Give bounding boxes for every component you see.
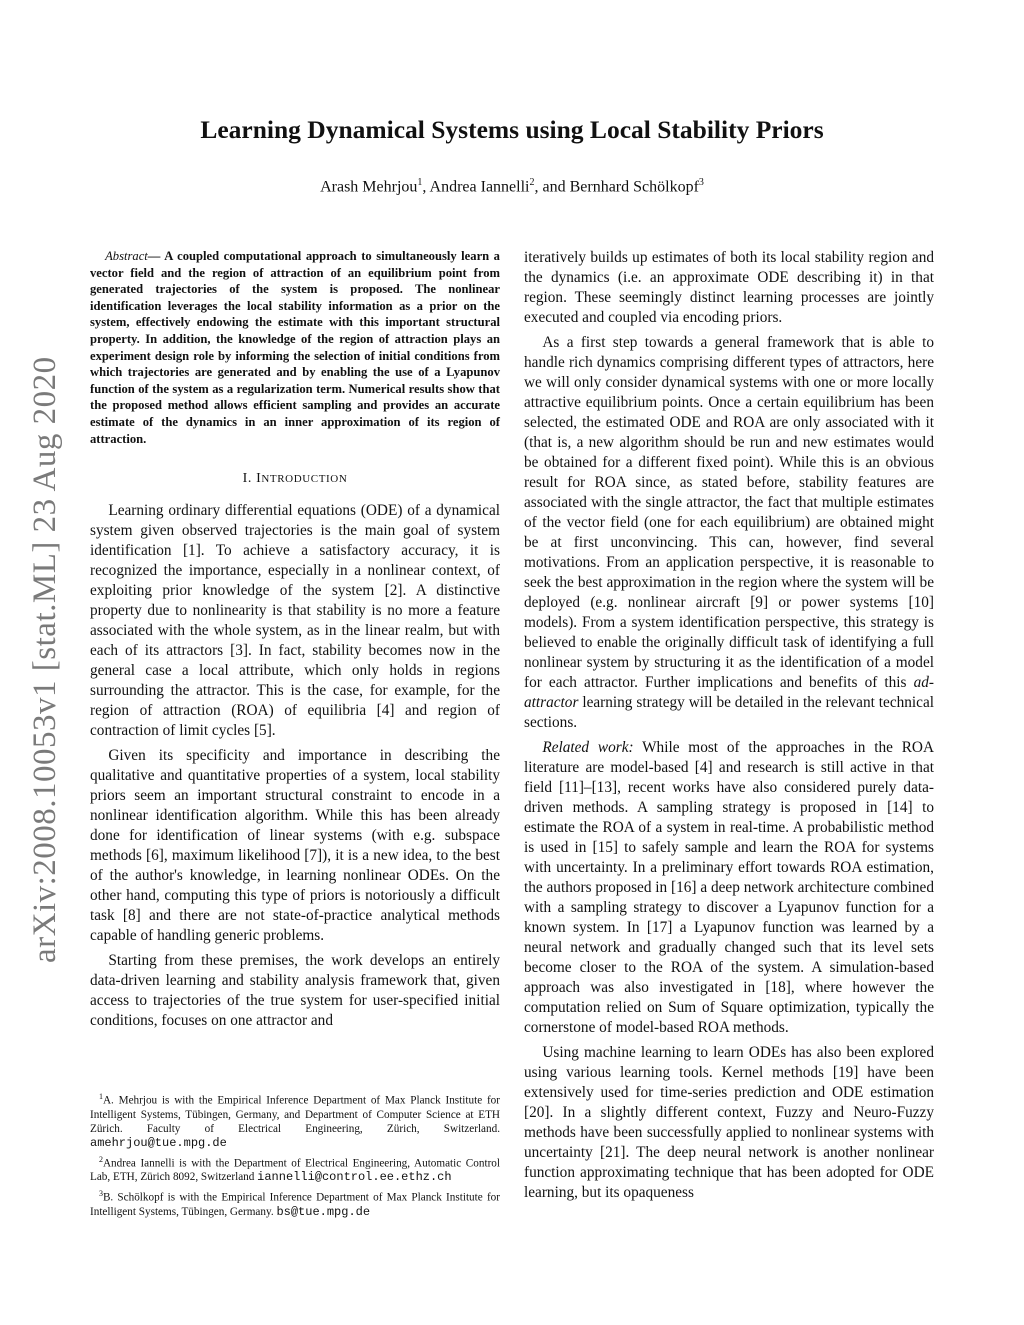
author-mehrjou: Arash Mehrjou — [320, 178, 418, 196]
author-iannelli: Andrea Iannelli — [429, 178, 530, 196]
left-column — [90, 248, 500, 1036]
affiliation-mark-2: 2 — [529, 177, 535, 188]
abstract — [90, 248, 500, 447]
abstract-text: A coupled computational approach to simultaneously learn a vector field and the region of attraction of an equilibrium point from generated trajectories of the system is proposed. The nonlinear identification leverages the local stability information as a prior on the system, effectively endowing the estimate with this important structural property. In addition, the knowledge of the region of attraction plays an experiment design role by informing the selection of initial conditions from which trajectories are generated and by enabling the use of a Lyapunov function of the system as a regularization term. Numerical results show that the proposed method allows efficient sampling and provides an accurate estimate of the dynamics in an inner approximation of its region of attraction. — [90, 249, 500, 446]
author-separator: , — [422, 178, 430, 196]
intro-paragraph-1: Learning ordinary differential equations (ODE) of a dynamical system given observed trajectories is the main goal of system identification [1]. To achieve a satisfactory accuracy, it is recognized the importance, especially in a nonlinear context, of exploiting prior knowledge of the system [2]. A distinctive property due to nonlinearity is that stability is no more a feature associated with the whole system, as in the linear realm, but with each of its attractors [3]. In fact, stability becomes now in the general case a local attribute, which only holds in regions surrounding the attractor. This is the case, for example, for the region of attraction (ROA) of equilibria [4] and region of contraction of limit cycles [5]. — [90, 502, 500, 740]
right-column — [524, 248, 934, 1208]
affiliation-mark-3: 3 — [698, 177, 704, 188]
author-scholkopf: Bernhard Schölkopf — [569, 178, 699, 196]
author-list — [0, 177, 1024, 196]
paragraph-text: While most of the approaches in the ROA literature are model-based [4] and research is still active in that field [11]–[13], recent works have also considered purely data-driven methods. A sampling strategy is proposed in [14] to estimate the ROA of a system in real-time. A probabilistic method is used in [15] to safely sample and learn the ROA for systems with uncertainty. In a preliminary effort towards ROA estimation, the authors proposed in [16] a deep network architecture combined with a sampling strategy to discover a Lyapunov function for a known system. In [17] a Lyapunov function was learned by a neural network and gradually changed such that its level sets become closer to the ROA of the system. A simulation-based approach was also investigated in [18], where however the computation relied on Sum of Square optimization, typically the cornerstone of model-based ROA methods. — [524, 739, 934, 1036]
right-paragraph-4: Using machine learning to learn ODEs has also been explored using various learning tools. Kernel methods [19] have been extensively used for time-series prediction and ODE estimation [20]. In a slightly different context, Fuzzy and Neuro-Fuzzy methods have been successfully applied to nonlinear systems with uncertainty [21]. The deep neural network is another nonlinear function approximating technique that has been adopted for ODE learning, but its opaqueness — [524, 1044, 934, 1201]
paper-title: Learning Dynamical Systems using Local Stability Priors — [200, 115, 824, 144]
related-work-label: Related work: — [542, 739, 634, 756]
footnote-text: B. Schölkopf is with the Empirical Inference Department of Max Planck Institute for Intelligent Systems, Tübingen, Germany. — [90, 1191, 500, 1218]
paragraph-text: As a first step towards a general framework that is able to handle rich dynamics comprising different types of attractors, here we will only consider dynamical systems with one or more locally attractive equilibrium points. Once a certain equilibrium has been selected, the estimated ODE and ROA are only associated with it (that is, a new algorithm should be run and new estimates would be obtained for a different fixed point). While this is an obvious result for ROA since, as stated before, stability features are associated with the single attractor, the fact that multiple estimates of the vector field (one for each equilibrium) are obtained might be at first unconvincing. This can, however, find several motivations. From an application perspective, it is reasonable to seek the best approximation in the region where the system will be deployed (e.g. nonlinear aircraft [9] or power systems [10] models). From a system identification perspective, this strategy is believed to enable the originally difficult task of identifying a full nonlinear system by structuring it as the identification of a model for each attractor. Further implications and benefits of this — [524, 334, 934, 691]
email-link[interactable]: iannelli@control.ee.ethz.ch — [257, 1170, 452, 1185]
right-paragraph-1: iteratively builds up estimates of both its local stability region and the dynamics (i.e. an approximate ODE describing it) in that region. These seemingly distinct learning processes are jointly executed and coupled via encoding priors. — [524, 249, 934, 326]
abstract-dash: — — [147, 249, 165, 263]
intro-paragraph-3: Starting from these premises, the work develops an entirely data-driven learning and stability analysis framework that, given access to trajectories of the true system for user-specified initial conditions, focuses on one attractor and — [90, 952, 500, 1030]
footnotes — [90, 1090, 500, 1221]
section-title-rest: NTRODUCTION — [261, 473, 348, 486]
paragraph-text: learning strategy will be detailed in the relevant technical sections. — [524, 694, 934, 731]
author-separator: , and — [534, 178, 570, 196]
footnote-text: Andrea Iannelli is with the Department of Electrical Engineering, Automatic Control Lab, ETH, Zürich 8092, Switzerland — [90, 1157, 500, 1184]
abstract-label: Abstract — [105, 249, 148, 263]
footnote-mark: 3 — [98, 1188, 103, 1198]
email-link[interactable]: amehrjou@tue.mpg.de — [90, 1136, 227, 1151]
section-number: I. — [242, 471, 257, 487]
emphasis-ad-attractor: ad-attractor — [524, 674, 934, 711]
email-link[interactable]: bs@tue.mpg.de — [276, 1204, 371, 1219]
section-heading-introduction — [90, 469, 500, 489]
arxiv-identifier-stamp: arXiv:2008.10053v1 [stat.ML] 23 Aug 2020 — [27, 356, 63, 964]
footnote-mark: 1 — [98, 1092, 103, 1101]
intro-paragraph-2: Given its specificity and importance in describing the qualitative and quantitative properties of a system, local stability priors seem an important structural constraint to encode in a nonlinear identification algorithm. While this has been already done for identification of linear systems (with e.g. subspace methods [6], maximum likelihood [7]), it is a new idea, to the best of the author's knowledge, in learning nonlinear ODEs. On the other hand, computing this type of priors is notoriously a difficult task [8] and there are not state-of-practice analytical methods capable of handling generic problems. — [90, 747, 500, 945]
footnote-1 — [90, 1090, 500, 1151]
footnote-mark: 2 — [98, 1154, 103, 1164]
footnote-text: A. Mehrjou is with the Empirical Inference Department of Max Planck Institute for Intelligent Systems, Tübingen, Germany, and Department of Computer Science at ETH Zürich. Faculty of Electrical Engineering, Zürich, Switzerland. — [90, 1094, 500, 1136]
section-initial: I — [256, 471, 262, 487]
footnote-2 — [90, 1153, 500, 1185]
right-paragraph-2 — [524, 333, 934, 733]
related-work-paragraph — [524, 738, 934, 1038]
affiliation-mark-1: 1 — [417, 177, 423, 188]
footnote-3 — [90, 1187, 500, 1219]
